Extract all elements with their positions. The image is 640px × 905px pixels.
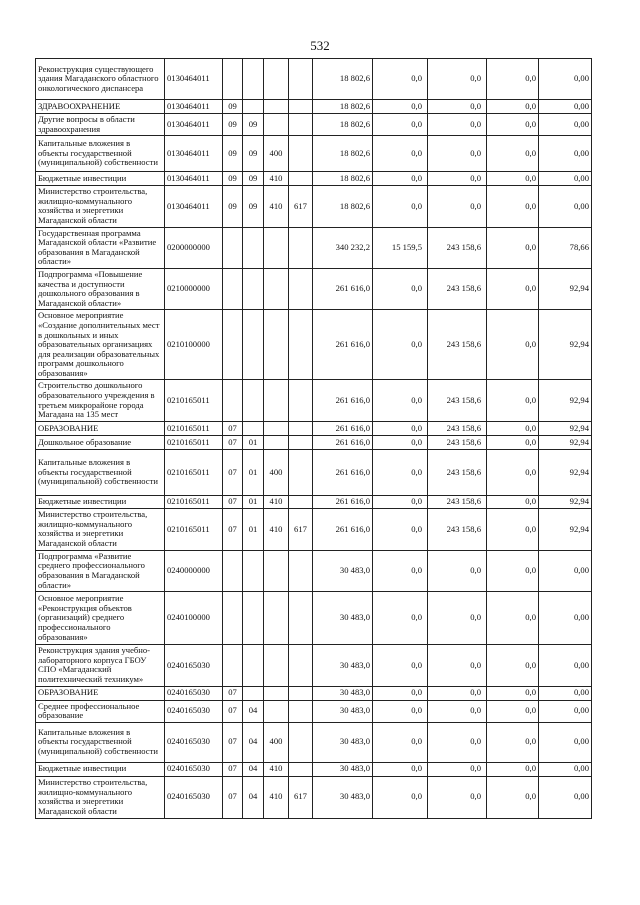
subsection-cell: 01 xyxy=(243,435,264,449)
percent-cell: 0,00 xyxy=(539,136,592,172)
grbs-cell xyxy=(289,592,313,645)
grbs-cell xyxy=(289,722,313,762)
table-row xyxy=(36,762,592,776)
col8-cell: 0,0 xyxy=(373,776,428,818)
percent-cell: 92,94 xyxy=(539,421,592,435)
code-cell: 0240165030 xyxy=(165,686,223,700)
col10-cell: 0,0 xyxy=(487,495,539,508)
col10-cell: 0,0 xyxy=(487,776,539,818)
plan-cell: 18 802,6 xyxy=(313,100,373,114)
code-cell: 0130464011 xyxy=(165,100,223,114)
code-cell: 0210165011 xyxy=(165,421,223,435)
grbs-cell xyxy=(289,550,313,591)
col8-cell: 0,0 xyxy=(373,268,428,309)
plan-cell: 30 483,0 xyxy=(313,700,373,722)
col10-cell: 0,0 xyxy=(487,268,539,309)
code-cell: 0240100000 xyxy=(165,592,223,645)
section-cell xyxy=(223,59,243,100)
table-row xyxy=(36,136,592,172)
col10-cell: 0,0 xyxy=(487,380,539,421)
col9-cell: 0,0 xyxy=(428,172,487,186)
table-row xyxy=(36,645,592,686)
col8-cell: 0,0 xyxy=(373,186,428,227)
code-cell: 0240165030 xyxy=(165,722,223,762)
plan-cell: 18 802,6 xyxy=(313,136,373,172)
table-row xyxy=(36,592,592,645)
table-body xyxy=(36,59,592,819)
section-cell: 09 xyxy=(223,186,243,227)
subsection-cell: 04 xyxy=(243,722,264,762)
section-cell: 07 xyxy=(223,449,243,495)
code-cell: 0210000000 xyxy=(165,268,223,309)
plan-cell: 261 616,0 xyxy=(313,268,373,309)
col9-cell: 243 158,6 xyxy=(428,227,487,268)
section-cell xyxy=(223,550,243,591)
col10-cell: 0,0 xyxy=(487,508,539,550)
subsection-cell: 09 xyxy=(243,114,264,136)
col8-cell: 0,0 xyxy=(373,645,428,686)
section-cell: 07 xyxy=(223,495,243,508)
type-cell: 410 xyxy=(264,508,289,550)
percent-cell: 0,00 xyxy=(539,114,592,136)
col8-cell: 0,0 xyxy=(373,136,428,172)
col9-cell: 243 158,6 xyxy=(428,495,487,508)
section-cell: 07 xyxy=(223,722,243,762)
name-cell: Государственная программа Магаданской области «Развитие образования в Магаданской области» xyxy=(36,227,165,268)
percent-cell: 0,00 xyxy=(539,762,592,776)
type-cell: 410 xyxy=(264,495,289,508)
plan-cell: 30 483,0 xyxy=(313,722,373,762)
type-cell xyxy=(264,550,289,591)
name-cell: Подпрограмма «Повышение качества и доступности дошкольного образования в Магаданской области» xyxy=(36,268,165,309)
section-cell xyxy=(223,227,243,268)
col10-cell: 0,0 xyxy=(487,421,539,435)
table-row xyxy=(36,435,592,449)
plan-cell: 261 616,0 xyxy=(313,380,373,421)
type-cell xyxy=(264,435,289,449)
name-cell: Министерство строительства, жилищно-коммунального хозяйства и энергетики Магаданской области xyxy=(36,508,165,550)
col9-cell: 243 158,6 xyxy=(428,449,487,495)
table-row xyxy=(36,172,592,186)
section-cell: 07 xyxy=(223,762,243,776)
col10-cell: 0,0 xyxy=(487,59,539,100)
name-cell: Бюджетные инвестиции xyxy=(36,495,165,508)
plan-cell: 18 802,6 xyxy=(313,186,373,227)
type-cell xyxy=(264,310,289,380)
code-cell: 0210165011 xyxy=(165,495,223,508)
name-cell: Строительство дошкольного образовательного учреждения в третьем микрорайоне города Магадана на 135 мест xyxy=(36,380,165,421)
name-cell: Дошкольное образование xyxy=(36,435,165,449)
col8-cell: 0,0 xyxy=(373,114,428,136)
subsection-cell xyxy=(243,592,264,645)
col10-cell: 0,0 xyxy=(487,100,539,114)
type-cell xyxy=(264,592,289,645)
name-cell: Другие вопросы в области здравоохранения xyxy=(36,114,165,136)
section-cell: 09 xyxy=(223,136,243,172)
col10-cell: 0,0 xyxy=(487,310,539,380)
percent-cell: 0,00 xyxy=(539,686,592,700)
section-cell: 09 xyxy=(223,172,243,186)
type-cell xyxy=(264,380,289,421)
subsection-cell: 04 xyxy=(243,762,264,776)
grbs-cell xyxy=(289,435,313,449)
section-cell: 07 xyxy=(223,435,243,449)
table-row xyxy=(36,310,592,380)
grbs-cell xyxy=(289,59,313,100)
section-cell: 07 xyxy=(223,508,243,550)
name-cell: Капитальные вложения в объекты государственной (муниципальной) собственности xyxy=(36,136,165,172)
code-cell: 0210100000 xyxy=(165,310,223,380)
col8-cell: 0,0 xyxy=(373,592,428,645)
type-cell xyxy=(264,700,289,722)
section-cell: 09 xyxy=(223,114,243,136)
table-row xyxy=(36,700,592,722)
section-cell xyxy=(223,268,243,309)
grbs-cell xyxy=(289,114,313,136)
subsection-cell: 09 xyxy=(243,186,264,227)
col9-cell: 0,0 xyxy=(428,59,487,100)
grbs-cell xyxy=(289,172,313,186)
col8-cell: 0,0 xyxy=(373,59,428,100)
col8-cell: 0,0 xyxy=(373,421,428,435)
section-cell xyxy=(223,310,243,380)
code-cell: 0240000000 xyxy=(165,550,223,591)
plan-cell: 18 802,6 xyxy=(313,114,373,136)
code-cell: 0130464011 xyxy=(165,59,223,100)
plan-cell: 30 483,0 xyxy=(313,550,373,591)
col10-cell: 0,0 xyxy=(487,114,539,136)
type-cell xyxy=(264,268,289,309)
col9-cell: 243 158,6 xyxy=(428,380,487,421)
type-cell: 400 xyxy=(264,449,289,495)
percent-cell: 0,00 xyxy=(539,776,592,818)
col8-cell: 0,0 xyxy=(373,100,428,114)
percent-cell: 78,66 xyxy=(539,227,592,268)
table-row xyxy=(36,268,592,309)
grbs-cell: 617 xyxy=(289,776,313,818)
subsection-cell xyxy=(243,227,264,268)
subsection-cell: 09 xyxy=(243,172,264,186)
section-cell: 07 xyxy=(223,776,243,818)
col8-cell: 0,0 xyxy=(373,172,428,186)
grbs-cell: 617 xyxy=(289,508,313,550)
percent-cell: 92,94 xyxy=(539,380,592,421)
subsection-cell xyxy=(243,550,264,591)
name-cell: Основное мероприятие «Реконструкция объектов (организаций) среднего профессионального образования» xyxy=(36,592,165,645)
col8-cell: 0,0 xyxy=(373,508,428,550)
col10-cell: 0,0 xyxy=(487,700,539,722)
code-cell: 0210165011 xyxy=(165,508,223,550)
col9-cell: 0,0 xyxy=(428,762,487,776)
name-cell: Министерство строительства, жилищно-коммунального хозяйства и энергетики Магаданской области xyxy=(36,186,165,227)
table-row xyxy=(36,722,592,762)
type-cell xyxy=(264,114,289,136)
subsection-cell xyxy=(243,59,264,100)
subsection-cell: 01 xyxy=(243,508,264,550)
col9-cell: 243 158,6 xyxy=(428,435,487,449)
name-cell: Капитальные вложения в объекты государственной (муниципальной) собственности xyxy=(36,722,165,762)
col9-cell: 243 158,6 xyxy=(428,508,487,550)
subsection-cell xyxy=(243,686,264,700)
col9-cell: 243 158,6 xyxy=(428,268,487,309)
subsection-cell xyxy=(243,100,264,114)
grbs-cell xyxy=(289,100,313,114)
col8-cell: 15 159,5 xyxy=(373,227,428,268)
subsection-cell xyxy=(243,310,264,380)
code-cell: 0130464011 xyxy=(165,186,223,227)
type-cell: 410 xyxy=(264,762,289,776)
plan-cell: 261 616,0 xyxy=(313,508,373,550)
plan-cell: 261 616,0 xyxy=(313,310,373,380)
grbs-cell xyxy=(289,645,313,686)
plan-cell: 340 232,2 xyxy=(313,227,373,268)
col8-cell: 0,0 xyxy=(373,310,428,380)
grbs-cell xyxy=(289,227,313,268)
grbs-cell: 617 xyxy=(289,186,313,227)
plan-cell: 261 616,0 xyxy=(313,449,373,495)
type-cell: 400 xyxy=(264,722,289,762)
type-cell: 410 xyxy=(264,172,289,186)
grbs-cell xyxy=(289,762,313,776)
table-row xyxy=(36,550,592,591)
col9-cell: 0,0 xyxy=(428,700,487,722)
col10-cell: 0,0 xyxy=(487,550,539,591)
percent-cell: 92,94 xyxy=(539,449,592,495)
percent-cell: 92,94 xyxy=(539,310,592,380)
percent-cell: 92,94 xyxy=(539,268,592,309)
col9-cell: 0,0 xyxy=(428,722,487,762)
col8-cell: 0,0 xyxy=(373,449,428,495)
plan-cell: 261 616,0 xyxy=(313,435,373,449)
grbs-cell xyxy=(289,700,313,722)
budget-table xyxy=(35,58,592,819)
table-row xyxy=(36,100,592,114)
col10-cell: 0,0 xyxy=(487,722,539,762)
table-row xyxy=(36,186,592,227)
col10-cell: 0,0 xyxy=(487,686,539,700)
col8-cell: 0,0 xyxy=(373,435,428,449)
percent-cell: 92,94 xyxy=(539,495,592,508)
subsection-cell xyxy=(243,268,264,309)
percent-cell: 92,94 xyxy=(539,435,592,449)
subsection-cell xyxy=(243,421,264,435)
col9-cell: 243 158,6 xyxy=(428,310,487,380)
col10-cell: 0,0 xyxy=(487,172,539,186)
col8-cell: 0,0 xyxy=(373,762,428,776)
section-cell: 09 xyxy=(223,100,243,114)
grbs-cell xyxy=(289,268,313,309)
section-cell xyxy=(223,645,243,686)
name-cell: ОБРАЗОВАНИЕ xyxy=(36,686,165,700)
grbs-cell xyxy=(289,686,313,700)
col10-cell: 0,0 xyxy=(487,762,539,776)
type-cell: 410 xyxy=(264,776,289,818)
col8-cell: 0,0 xyxy=(373,380,428,421)
table-row xyxy=(36,114,592,136)
type-cell xyxy=(264,686,289,700)
col9-cell: 0,0 xyxy=(428,645,487,686)
name-cell: Реконструкция существующего здания Магаданского областного онкологического диспансера xyxy=(36,59,165,100)
col8-cell: 0,0 xyxy=(373,495,428,508)
subsection-cell: 01 xyxy=(243,449,264,495)
grbs-cell xyxy=(289,421,313,435)
plan-cell: 261 616,0 xyxy=(313,421,373,435)
col10-cell: 0,0 xyxy=(487,449,539,495)
col9-cell: 0,0 xyxy=(428,186,487,227)
section-cell xyxy=(223,592,243,645)
name-cell: Министерство строительства, жилищно-коммунального хозяйства и энергетики Магаданской области xyxy=(36,776,165,818)
table-row xyxy=(36,776,592,818)
name-cell: ОБРАЗОВАНИЕ xyxy=(36,421,165,435)
col9-cell: 0,0 xyxy=(428,592,487,645)
code-cell: 0200000000 xyxy=(165,227,223,268)
percent-cell: 0,00 xyxy=(539,645,592,686)
plan-cell: 30 483,0 xyxy=(313,645,373,686)
name-cell: Бюджетные инвестиции xyxy=(36,172,165,186)
percent-cell: 92,94 xyxy=(539,508,592,550)
section-cell: 07 xyxy=(223,421,243,435)
code-cell: 0210165011 xyxy=(165,380,223,421)
percent-cell: 0,00 xyxy=(539,592,592,645)
percent-cell: 0,00 xyxy=(539,186,592,227)
name-cell: Основное мероприятие «Создание дополнительных мест в дошкольных и иных образовательных организациях для реализации образовательных программ дошкольного образования» xyxy=(36,310,165,380)
grbs-cell xyxy=(289,380,313,421)
type-cell: 400 xyxy=(264,136,289,172)
col9-cell: 0,0 xyxy=(428,136,487,172)
section-cell: 07 xyxy=(223,700,243,722)
page-number: 532 xyxy=(310,38,330,53)
col8-cell: 0,0 xyxy=(373,722,428,762)
plan-cell: 30 483,0 xyxy=(313,776,373,818)
table-row xyxy=(36,380,592,421)
subsection-cell: 01 xyxy=(243,495,264,508)
grbs-cell xyxy=(289,449,313,495)
subsection-cell xyxy=(243,380,264,421)
plan-cell: 18 802,6 xyxy=(313,172,373,186)
table-row xyxy=(36,59,592,100)
grbs-cell xyxy=(289,310,313,380)
type-cell: 410 xyxy=(264,186,289,227)
col10-cell: 0,0 xyxy=(487,186,539,227)
col8-cell: 0,0 xyxy=(373,686,428,700)
type-cell xyxy=(264,100,289,114)
percent-cell: 0,00 xyxy=(539,722,592,762)
table-row xyxy=(36,227,592,268)
table-row xyxy=(36,508,592,550)
name-cell: Бюджетные инвестиции xyxy=(36,762,165,776)
percent-cell: 0,00 xyxy=(539,550,592,591)
plan-cell: 30 483,0 xyxy=(313,762,373,776)
col8-cell: 0,0 xyxy=(373,700,428,722)
subsection-cell xyxy=(243,645,264,686)
percent-cell: 0,00 xyxy=(539,700,592,722)
code-cell: 0210165011 xyxy=(165,449,223,495)
col9-cell: 0,0 xyxy=(428,550,487,591)
section-cell xyxy=(223,380,243,421)
plan-cell: 30 483,0 xyxy=(313,592,373,645)
table-row xyxy=(36,449,592,495)
name-cell: Подпрограмма «Развитие среднего профессионального образования в Магаданской области» xyxy=(36,550,165,591)
subsection-cell: 09 xyxy=(243,136,264,172)
code-cell: 0130464011 xyxy=(165,114,223,136)
plan-cell: 18 802,6 xyxy=(313,59,373,100)
code-cell: 0240165030 xyxy=(165,700,223,722)
grbs-cell xyxy=(289,136,313,172)
col9-cell: 243 158,6 xyxy=(428,421,487,435)
col10-cell: 0,0 xyxy=(487,435,539,449)
col9-cell: 0,0 xyxy=(428,776,487,818)
code-cell: 0130464011 xyxy=(165,172,223,186)
name-cell: Среднее профессиональное образование xyxy=(36,700,165,722)
code-cell: 0130464011 xyxy=(165,136,223,172)
col10-cell: 0,0 xyxy=(487,136,539,172)
code-cell: 0240165030 xyxy=(165,776,223,818)
plan-cell: 261 616,0 xyxy=(313,495,373,508)
section-cell: 07 xyxy=(223,686,243,700)
percent-cell: 0,00 xyxy=(539,100,592,114)
col9-cell: 0,0 xyxy=(428,100,487,114)
type-cell xyxy=(264,421,289,435)
name-cell: ЗДРАВООХРАНЕНИЕ xyxy=(36,100,165,114)
type-cell xyxy=(264,59,289,100)
col10-cell: 0,0 xyxy=(487,227,539,268)
col8-cell: 0,0 xyxy=(373,550,428,591)
percent-cell: 0,00 xyxy=(539,172,592,186)
col10-cell: 0,0 xyxy=(487,592,539,645)
col9-cell: 0,0 xyxy=(428,114,487,136)
code-cell: 0210165011 xyxy=(165,435,223,449)
col9-cell: 0,0 xyxy=(428,686,487,700)
code-cell: 0240165030 xyxy=(165,762,223,776)
percent-cell: 0,00 xyxy=(539,59,592,100)
name-cell: Реконструкция здания учебно-лабораторного корпуса ГБОУ СПО «Магаданский политехнический техникум» xyxy=(36,645,165,686)
subsection-cell: 04 xyxy=(243,776,264,818)
table-row xyxy=(36,686,592,700)
code-cell: 0240165030 xyxy=(165,645,223,686)
type-cell xyxy=(264,645,289,686)
table-row xyxy=(36,421,592,435)
plan-cell: 30 483,0 xyxy=(313,686,373,700)
grbs-cell xyxy=(289,495,313,508)
col10-cell: 0,0 xyxy=(487,645,539,686)
table-row xyxy=(36,495,592,508)
type-cell xyxy=(264,227,289,268)
name-cell: Капитальные вложения в объекты государственной (муниципальной) собственности xyxy=(36,449,165,495)
subsection-cell: 04 xyxy=(243,700,264,722)
